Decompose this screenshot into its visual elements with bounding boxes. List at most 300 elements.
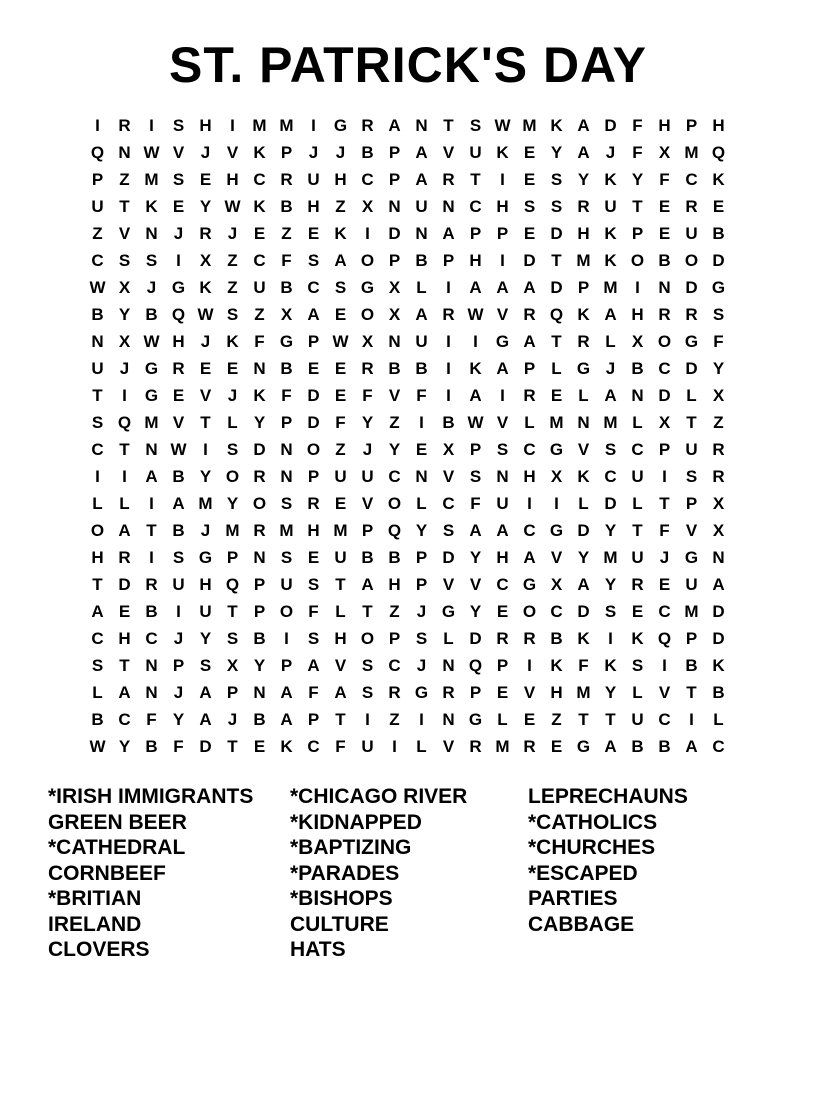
grid-letter: G bbox=[144, 386, 159, 405]
grid-letter: H bbox=[334, 629, 347, 648]
grid-letter: E bbox=[172, 386, 185, 405]
grid-letter: B bbox=[442, 413, 455, 432]
grid-letter: V bbox=[550, 548, 563, 567]
grid-letter: B bbox=[361, 548, 374, 567]
grid-letter: B bbox=[712, 224, 725, 243]
grid-letter: I bbox=[446, 332, 451, 351]
grid-letter: G bbox=[576, 359, 591, 378]
grid-letter: B bbox=[145, 602, 158, 621]
grid-letter: F bbox=[308, 602, 319, 621]
grid-letter: X bbox=[631, 332, 644, 351]
grid-letter: A bbox=[577, 143, 590, 162]
grid-letter: C bbox=[523, 521, 536, 540]
grid-letter: W bbox=[332, 332, 349, 351]
grid-letter: E bbox=[523, 170, 536, 189]
grid-letter: G bbox=[495, 332, 510, 351]
grid-letter: C bbox=[658, 359, 671, 378]
grid-letter: I bbox=[122, 386, 127, 405]
grid-letter: G bbox=[414, 683, 429, 702]
grid-letter: I bbox=[662, 656, 667, 675]
word-item: *CHURCHES bbox=[528, 836, 656, 859]
grid-letter: I bbox=[500, 251, 505, 270]
grid-letter: T bbox=[443, 116, 454, 135]
grid-letter: L bbox=[497, 710, 508, 729]
grid-letter: N bbox=[712, 548, 725, 567]
grid-letter: S bbox=[550, 197, 563, 216]
grid-letter: E bbox=[496, 683, 509, 702]
grid-letter: I bbox=[419, 710, 424, 729]
grid-letter: C bbox=[496, 575, 509, 594]
grid-letter: E bbox=[550, 386, 563, 405]
grid-letter: O bbox=[360, 629, 375, 648]
grid-letter: I bbox=[500, 170, 505, 189]
grid-letter: I bbox=[419, 413, 424, 432]
grid-letter: N bbox=[577, 413, 590, 432]
grid-letter: T bbox=[335, 575, 346, 594]
grid-letter: X bbox=[550, 575, 563, 594]
grid-letter: B bbox=[280, 197, 293, 216]
grid-letter: D bbox=[604, 116, 617, 135]
grid-letter: D bbox=[685, 278, 698, 297]
grid-letter: A bbox=[334, 251, 347, 270]
grid-letter: E bbox=[523, 143, 536, 162]
grid-row bbox=[84, 706, 732, 733]
grid-letter: E bbox=[658, 197, 671, 216]
grid-letter: C bbox=[658, 602, 671, 621]
word-item: *BISHOPS bbox=[290, 887, 393, 910]
grid-letter: I bbox=[446, 278, 451, 297]
grid-letter: C bbox=[442, 494, 455, 513]
grid-letter: C bbox=[658, 710, 671, 729]
grid-letter: S bbox=[118, 251, 131, 270]
grid-letter: H bbox=[469, 251, 482, 270]
grid-letter: P bbox=[388, 143, 401, 162]
grid-letter: J bbox=[173, 629, 184, 648]
grid-letter: X bbox=[712, 386, 725, 405]
grid-letter: S bbox=[604, 602, 617, 621]
grid-letter: B bbox=[415, 359, 428, 378]
grid-letter: G bbox=[576, 737, 591, 756]
grid-letter: Y bbox=[550, 143, 563, 162]
grid-letter: V bbox=[442, 467, 455, 486]
grid-letter: N bbox=[442, 197, 455, 216]
grid-letter: R bbox=[361, 116, 374, 135]
grid-letter: N bbox=[388, 332, 401, 351]
grid-letter: J bbox=[227, 224, 238, 243]
grid-letter: J bbox=[173, 224, 184, 243]
word-item: CABBAGE bbox=[528, 912, 635, 936]
grid-letter: R bbox=[469, 737, 482, 756]
grid-letter: G bbox=[441, 602, 456, 621]
grid-letter: N bbox=[631, 386, 644, 405]
grid-letter: B bbox=[91, 305, 104, 324]
grid-letter: Q bbox=[657, 629, 672, 648]
grid-letter: N bbox=[415, 224, 428, 243]
grid-letter: I bbox=[230, 116, 235, 135]
grid-letter: J bbox=[416, 602, 427, 621]
grid-letter: I bbox=[284, 629, 289, 648]
grid-letter: I bbox=[149, 548, 154, 567]
grid-letter: H bbox=[172, 332, 185, 351]
grid-letter: M bbox=[495, 737, 510, 756]
grid-letter: S bbox=[307, 575, 320, 594]
grid-letter: U bbox=[685, 575, 698, 594]
grid-letter: H bbox=[307, 197, 320, 216]
grid-letter: G bbox=[198, 548, 213, 567]
grid-letter: S bbox=[361, 683, 374, 702]
grid-row bbox=[84, 679, 732, 706]
grid-letter: K bbox=[604, 251, 617, 270]
grid-letter: U bbox=[604, 197, 617, 216]
grid-letter: V bbox=[523, 683, 536, 702]
grid-letter: V bbox=[388, 386, 401, 405]
grid-letter: H bbox=[118, 629, 131, 648]
grid-letter: K bbox=[712, 170, 725, 189]
grid-letter: A bbox=[712, 575, 725, 594]
grid-letter: N bbox=[253, 683, 266, 702]
grid-letter: A bbox=[604, 386, 617, 405]
grid-letter: S bbox=[307, 251, 320, 270]
grid-letter: X bbox=[280, 305, 293, 324]
grid-letter: H bbox=[658, 116, 671, 135]
grid-letter: J bbox=[605, 143, 616, 162]
grid-letter: Q bbox=[117, 413, 132, 432]
grid-letter: B bbox=[631, 359, 644, 378]
grid-letter: B bbox=[253, 629, 266, 648]
grid-letter: P bbox=[415, 575, 428, 594]
grid-letter: W bbox=[467, 413, 484, 432]
grid-letter: M bbox=[576, 251, 591, 270]
grid-letter: Y bbox=[712, 359, 725, 378]
grid-letter: P bbox=[253, 602, 266, 621]
grid-letter: C bbox=[550, 602, 563, 621]
grid-letter: A bbox=[496, 359, 509, 378]
grid-letter: J bbox=[227, 710, 238, 729]
grid-letter: B bbox=[91, 710, 104, 729]
grid-letter: L bbox=[686, 386, 697, 405]
grid-letter: Y bbox=[172, 710, 185, 729]
grid-letter: H bbox=[712, 116, 725, 135]
grid-letter: M bbox=[603, 548, 618, 567]
grid-letter: D bbox=[658, 386, 671, 405]
grid-letter: M bbox=[576, 683, 591, 702]
grid-letter: V bbox=[469, 575, 482, 594]
grid-letter: B bbox=[658, 737, 671, 756]
grid-row bbox=[84, 382, 732, 409]
grid-letter: X bbox=[388, 278, 401, 297]
grid-letter: D bbox=[253, 440, 266, 459]
grid-letter: K bbox=[577, 305, 590, 324]
grid-letter: L bbox=[632, 494, 643, 513]
grid-letter: Z bbox=[335, 440, 346, 459]
grid-letter: B bbox=[280, 278, 293, 297]
grid-letter: Y bbox=[604, 575, 617, 594]
grid-letter: V bbox=[118, 224, 131, 243]
grid-letter: N bbox=[388, 197, 401, 216]
grid-letter: T bbox=[146, 521, 157, 540]
grid-letter: S bbox=[91, 413, 104, 432]
grid-row bbox=[84, 463, 732, 490]
grid-letter: I bbox=[527, 494, 532, 513]
grid-letter: Y bbox=[199, 629, 212, 648]
grid-letter: O bbox=[684, 251, 699, 270]
grid-letter: M bbox=[603, 278, 618, 297]
grid-letter: K bbox=[577, 629, 590, 648]
grid-letter: H bbox=[199, 575, 212, 594]
grid-letter: C bbox=[253, 170, 266, 189]
grid-letter: E bbox=[307, 359, 320, 378]
grid-letter: K bbox=[280, 737, 293, 756]
grid-letter: I bbox=[203, 440, 208, 459]
grid-letter: P bbox=[658, 440, 671, 459]
grid-letter: J bbox=[335, 143, 346, 162]
grid-letter: L bbox=[335, 602, 346, 621]
grid-letter: V bbox=[496, 413, 509, 432]
grid-letter: T bbox=[686, 413, 697, 432]
grid-letter: V bbox=[361, 494, 374, 513]
grid-letter: V bbox=[199, 386, 212, 405]
grid-letter: R bbox=[118, 116, 131, 135]
grid-letter: S bbox=[415, 629, 428, 648]
grid-letter: A bbox=[604, 305, 617, 324]
grid-letter: V bbox=[172, 413, 185, 432]
grid-letter: W bbox=[143, 143, 160, 162]
grid-letter: E bbox=[253, 224, 266, 243]
grid-letter: R bbox=[388, 683, 401, 702]
grid-letter: V bbox=[658, 683, 671, 702]
grid-letter: A bbox=[334, 683, 347, 702]
grid-letter: B bbox=[550, 629, 563, 648]
grid-letter: W bbox=[197, 305, 214, 324]
grid-letter: L bbox=[92, 683, 103, 702]
grid-letter: Z bbox=[335, 197, 346, 216]
grid-letter: X bbox=[118, 332, 131, 351]
grid-letter: P bbox=[469, 440, 482, 459]
grid-letter: L bbox=[713, 710, 724, 729]
grid-letter: P bbox=[577, 278, 590, 297]
grid-letter: B bbox=[658, 251, 671, 270]
grid-letter: S bbox=[307, 629, 320, 648]
grid-letter: N bbox=[496, 467, 509, 486]
grid-letter: U bbox=[199, 602, 212, 621]
grid-letter: S bbox=[631, 656, 644, 675]
grid-letter: I bbox=[392, 737, 397, 756]
grid-letter: I bbox=[662, 467, 667, 486]
grid-letter: M bbox=[684, 602, 699, 621]
grid-letter: X bbox=[199, 251, 212, 270]
grid-letter: N bbox=[280, 440, 293, 459]
grid-letter: R bbox=[523, 386, 536, 405]
grid-row bbox=[84, 139, 732, 166]
grid-letter: I bbox=[689, 710, 694, 729]
grid-letter: U bbox=[685, 224, 698, 243]
grid-letter: Q bbox=[711, 143, 726, 162]
grid-letter: E bbox=[253, 737, 266, 756]
word-item: PARTIES bbox=[528, 887, 618, 910]
grid-letter: S bbox=[496, 440, 509, 459]
grid-letter: O bbox=[252, 494, 267, 513]
grid-letter: Z bbox=[227, 251, 238, 270]
grid-letter: Z bbox=[389, 710, 400, 729]
grid-letter: U bbox=[172, 575, 185, 594]
grid-letter: S bbox=[280, 548, 293, 567]
grid-letter: S bbox=[226, 440, 239, 459]
grid-letter: Q bbox=[549, 305, 564, 324]
grid-letter: K bbox=[226, 332, 239, 351]
grid-letter: Z bbox=[713, 413, 724, 432]
grid-letter: M bbox=[549, 413, 564, 432]
grid-letter: U bbox=[631, 710, 644, 729]
grid-letter: Y bbox=[226, 494, 239, 513]
grid-letter: R bbox=[496, 629, 509, 648]
grid-letter: A bbox=[469, 521, 482, 540]
grid-letter: N bbox=[145, 683, 158, 702]
grid-letter: R bbox=[253, 521, 266, 540]
grid-letter: P bbox=[280, 656, 293, 675]
grid-letter: E bbox=[334, 494, 347, 513]
grid-letter: C bbox=[307, 278, 320, 297]
grid-letter: V bbox=[442, 575, 455, 594]
grid-letter: N bbox=[145, 224, 158, 243]
grid-letter: N bbox=[442, 710, 455, 729]
grid-letter: B bbox=[361, 143, 374, 162]
grid-letter: A bbox=[469, 278, 482, 297]
grid-letter: O bbox=[90, 521, 105, 540]
grid-letter: Y bbox=[199, 197, 212, 216]
grid-letter: I bbox=[473, 332, 478, 351]
grid-letter: F bbox=[308, 683, 319, 702]
grid-letter: E bbox=[496, 602, 509, 621]
grid-letter: Z bbox=[92, 224, 103, 243]
grid-letter: G bbox=[360, 278, 375, 297]
grid-letter: R bbox=[523, 305, 536, 324]
grid-letter: B bbox=[253, 710, 266, 729]
grid-letter: C bbox=[253, 251, 266, 270]
grid-letter: A bbox=[496, 521, 509, 540]
grid-letter: F bbox=[362, 386, 373, 405]
grid-letter: R bbox=[199, 224, 212, 243]
grid-letter: J bbox=[605, 359, 616, 378]
grid-letter: A bbox=[199, 710, 212, 729]
grid-letter: Y bbox=[118, 737, 131, 756]
grid-letter: U bbox=[361, 467, 374, 486]
grid-row bbox=[84, 166, 732, 193]
grid-letter: K bbox=[577, 467, 590, 486]
grid-letter: A bbox=[361, 575, 374, 594]
grid-letter: R bbox=[523, 737, 536, 756]
grid-letter: Y bbox=[361, 413, 374, 432]
grid-row bbox=[84, 247, 732, 274]
grid-letter: E bbox=[334, 305, 347, 324]
grid-letter: A bbox=[388, 116, 401, 135]
grid-letter: L bbox=[416, 494, 427, 513]
grid-letter: S bbox=[172, 548, 185, 567]
grid-letter: A bbox=[199, 683, 212, 702]
grid-letter: J bbox=[416, 656, 427, 675]
grid-letter: C bbox=[118, 710, 131, 729]
grid-letter: V bbox=[685, 521, 698, 540]
grid-letter: R bbox=[712, 467, 725, 486]
grid-letter: J bbox=[308, 143, 319, 162]
grid-letter: T bbox=[92, 575, 103, 594]
grid-letter: E bbox=[199, 359, 212, 378]
grid-letter: I bbox=[176, 602, 181, 621]
grid-letter: H bbox=[307, 521, 320, 540]
grid-letter: N bbox=[118, 143, 131, 162]
grid-letter: C bbox=[469, 197, 482, 216]
grid-letter: G bbox=[333, 116, 348, 135]
grid-letter: S bbox=[550, 170, 563, 189]
grid-row bbox=[84, 652, 732, 679]
grid-letter: H bbox=[388, 575, 401, 594]
grid-letter: Y bbox=[577, 170, 590, 189]
grid-letter: E bbox=[658, 575, 671, 594]
grid-row bbox=[84, 517, 732, 544]
grid-letter: M bbox=[279, 521, 294, 540]
grid-letter: G bbox=[711, 278, 726, 297]
grid-letter: P bbox=[523, 359, 536, 378]
grid-letter: N bbox=[253, 359, 266, 378]
grid-letter: U bbox=[631, 548, 644, 567]
grid-letter: Y bbox=[469, 602, 482, 621]
word-column bbox=[48, 784, 290, 963]
word-item: IRELAND bbox=[48, 912, 142, 936]
grid-letter: D bbox=[550, 224, 563, 243]
grid-letter: P bbox=[307, 467, 320, 486]
grid-letter: A bbox=[280, 683, 293, 702]
grid-letter: T bbox=[92, 386, 103, 405]
grid-letter: L bbox=[578, 386, 589, 405]
grid-letter: O bbox=[360, 251, 375, 270]
grid-letter: F bbox=[335, 737, 346, 756]
grid-letter: S bbox=[523, 197, 536, 216]
grid-letter: T bbox=[605, 710, 616, 729]
grid-row bbox=[84, 598, 732, 625]
grid-letter: D bbox=[550, 278, 563, 297]
letter-grid bbox=[84, 112, 732, 760]
grid-letter: F bbox=[281, 386, 292, 405]
grid-letter: E bbox=[118, 602, 131, 621]
grid-letter: M bbox=[225, 521, 240, 540]
grid-letter: G bbox=[549, 440, 564, 459]
grid-letter: M bbox=[522, 116, 537, 135]
grid-letter: N bbox=[280, 467, 293, 486]
word-item: *BRITIAN bbox=[48, 887, 142, 910]
word-item: CULTURE bbox=[290, 912, 389, 936]
grid-letter: P bbox=[361, 521, 374, 540]
grid-letter: P bbox=[469, 224, 482, 243]
grid-letter: Z bbox=[389, 413, 400, 432]
grid-letter: X bbox=[550, 467, 563, 486]
grid-letter: G bbox=[171, 278, 186, 297]
grid-row bbox=[84, 733, 732, 760]
grid-row bbox=[84, 112, 732, 139]
grid-letter: S bbox=[280, 494, 293, 513]
grid-letter: K bbox=[712, 656, 725, 675]
grid-letter: R bbox=[172, 359, 185, 378]
grid-letter: C bbox=[388, 656, 401, 675]
grid-letter: T bbox=[119, 656, 130, 675]
word-column bbox=[528, 784, 688, 963]
grid-letter: U bbox=[253, 278, 266, 297]
grid-letter: J bbox=[227, 386, 238, 405]
grid-letter: U bbox=[307, 170, 320, 189]
grid-letter: F bbox=[335, 413, 346, 432]
grid-letter: L bbox=[551, 359, 562, 378]
grid-letter: P bbox=[253, 575, 266, 594]
grid-letter: C bbox=[91, 629, 104, 648]
grid-letter: Q bbox=[225, 575, 240, 594]
